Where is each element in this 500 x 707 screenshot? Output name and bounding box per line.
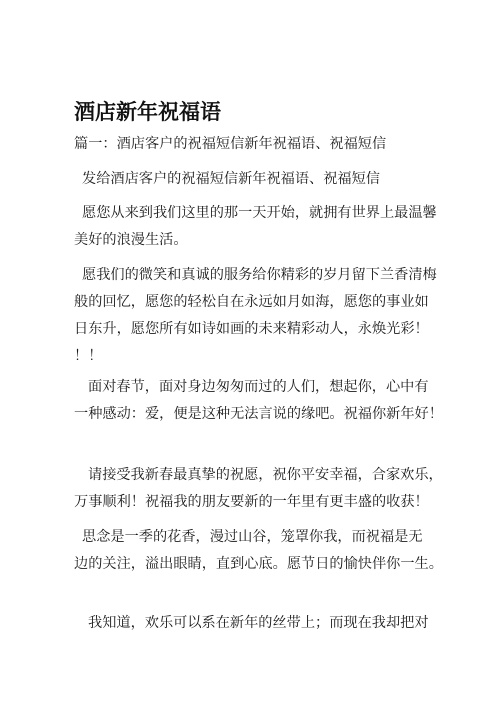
- paragraph-line: 一种感动：爱，便是这种无法言说的缘吧。祝福你新年好！: [74, 406, 443, 422]
- paragraph-line: 日东升，愿您所有如诗如画的未来精彩动人，永焕光彩！: [74, 321, 429, 337]
- paragraph-line: 般的回忆，愿您的轻松自在永远如月如海，愿您的事业如: [74, 294, 429, 310]
- paragraph-line: 思念是一季的花香，漫过山谷，笼罩你我，而祝福是无: [82, 529, 423, 545]
- paragraph-line: 愿我们的微笑和真诚的服务给你精彩的岁月留下兰香清梅: [82, 267, 437, 283]
- document-title: 酒店新年祝福语: [74, 100, 221, 124]
- paragraph-line: 愿您从来到我们这里的那一天开始，就拥有世界上最温馨: [82, 205, 437, 221]
- section-heading-line: 发给酒店客户的祝福短信新年祝福语、祝福短信: [82, 171, 380, 187]
- paragraph-line: ！！: [74, 348, 103, 364]
- paragraph-line: 边的关注，溢出眼睛，直到心底。愿节日的愉快伴你一生。: [74, 556, 443, 572]
- paragraph-line: 美好的浪漫生活。: [74, 232, 188, 248]
- paragraph-line: 请接受我新春最真挚的祝愿，祝你平安幸福，合家欢乐，: [88, 467, 443, 483]
- paragraph-line: 面对春节，面对身边匆匆而过的人们，想起你，心中有: [88, 379, 429, 395]
- paragraph-line: 我知道，欢乐可以系在新年的丝带上；而现在我却把对: [88, 615, 429, 631]
- paragraph-line: 万事顺利！祝福我的朋友要新的一年里有更丰盛的收获！: [74, 494, 429, 510]
- subtitle-line: 篇一：酒店客户的祝福短信新年祝福语、祝福短信: [74, 136, 387, 152]
